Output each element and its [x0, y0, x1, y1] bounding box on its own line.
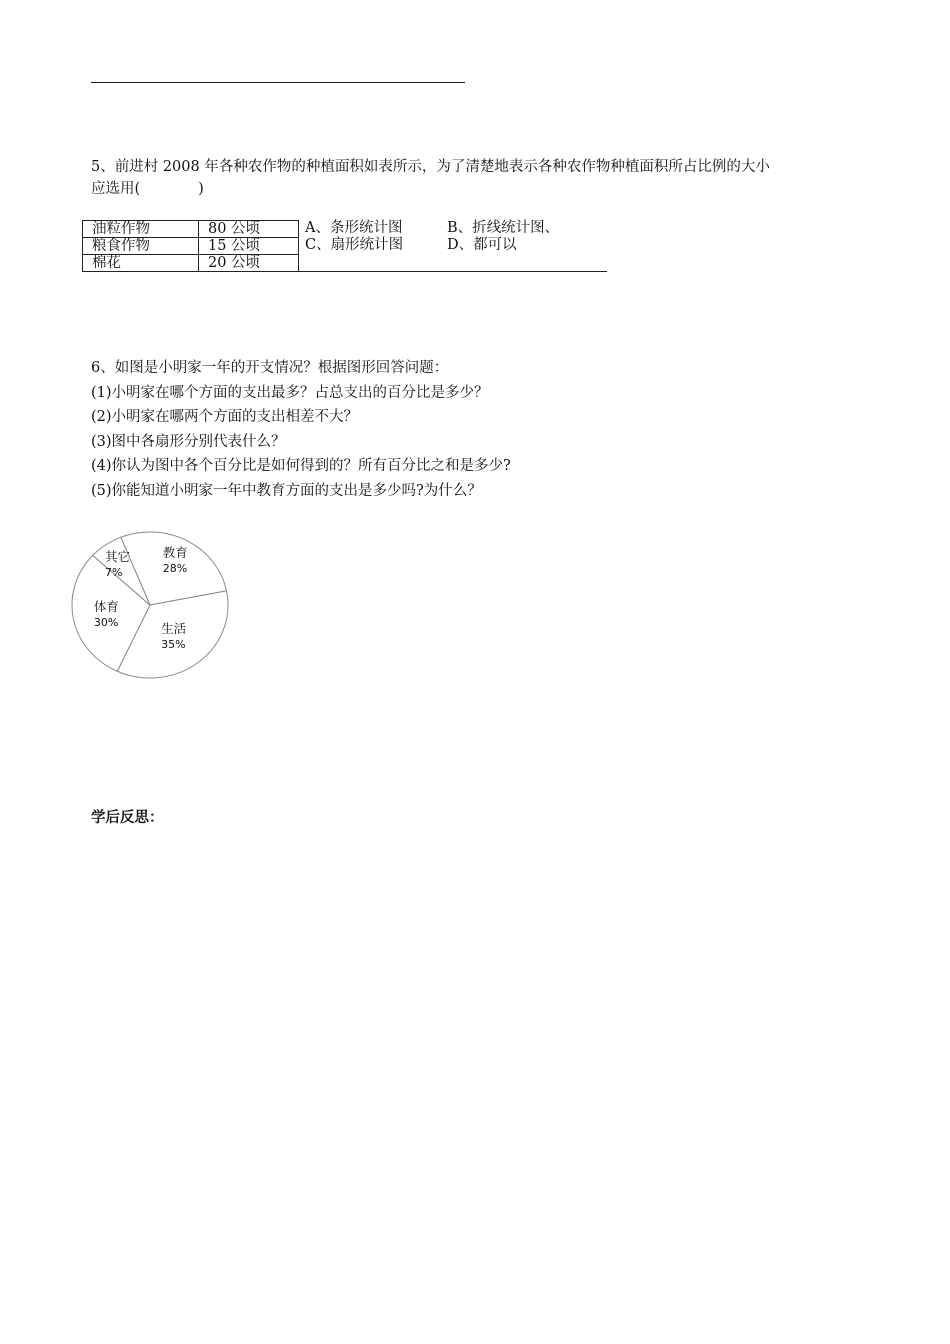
option-c: C、扇形统计图	[305, 237, 404, 253]
question-6-intro: 6、如图是小明家一年的开支情况？根据图形回答问题：	[91, 360, 449, 376]
reflection-title: 学后反思：	[91, 809, 164, 826]
crop-name-cell: 油粒作物	[83, 221, 199, 238]
table-row	[83, 221, 299, 238]
pie-slice-value: 28%	[162, 561, 188, 575]
options-divider	[297, 271, 607, 272]
pie-slice-value: 35%	[161, 637, 186, 651]
pie-slice-value: 30%	[93, 615, 119, 629]
pie-slice-value: 7%	[104, 565, 123, 579]
question-5-prompt: 应选用( )	[91, 181, 204, 197]
question-6-sub-5: (5)你能知道小明家一年中教育方面的支出是多少吗?为什么？	[91, 482, 482, 499]
table-row	[83, 238, 299, 255]
question-5	[91, 156, 881, 200]
question-6-sub-3: (3)图中各扇形分别代表什么？	[91, 433, 286, 450]
expense-pie-chart	[70, 530, 232, 682]
question-5-text: 5、前进村 2008 年各种农作物的种植面积如表所示，为了清楚地表示各种农作物种植面积所占比例的大小	[91, 159, 770, 175]
crop-area-cell: 15 公顷	[199, 238, 299, 255]
crop-name-cell: 棉花	[83, 255, 199, 272]
crop-name-cell: 粮食作物	[83, 238, 199, 255]
pie-slice-label: 生活	[161, 620, 187, 636]
question-6-sub-4: (4)你认为图中各个百分比是如何得到的？所有百分比之和是多少?	[91, 458, 511, 474]
table-row	[83, 255, 299, 272]
question-6-sub-1: (1)小明家在哪个方面的支出最多？占总支出的百分比是多少？	[91, 384, 489, 401]
answer-line	[91, 82, 465, 83]
question-5-options	[305, 220, 559, 254]
crop-area-cell: 20 公顷	[199, 255, 299, 272]
pie-slice-label: 体育	[93, 598, 119, 614]
crop-area-table	[82, 220, 299, 272]
pie-slice-label: 教育	[162, 544, 188, 560]
question-6	[91, 356, 511, 503]
pie-slice-label: 其它	[104, 548, 131, 564]
option-d: D、都可以	[447, 237, 517, 253]
option-b: B、折线统计图、	[447, 220, 560, 236]
option-a: A、条形统计图	[305, 220, 403, 236]
crop-area-cell: 80 公顷	[199, 221, 299, 238]
question-6-sub-2: (2)小明家在哪两个方面的支出相差不大？	[91, 409, 359, 425]
